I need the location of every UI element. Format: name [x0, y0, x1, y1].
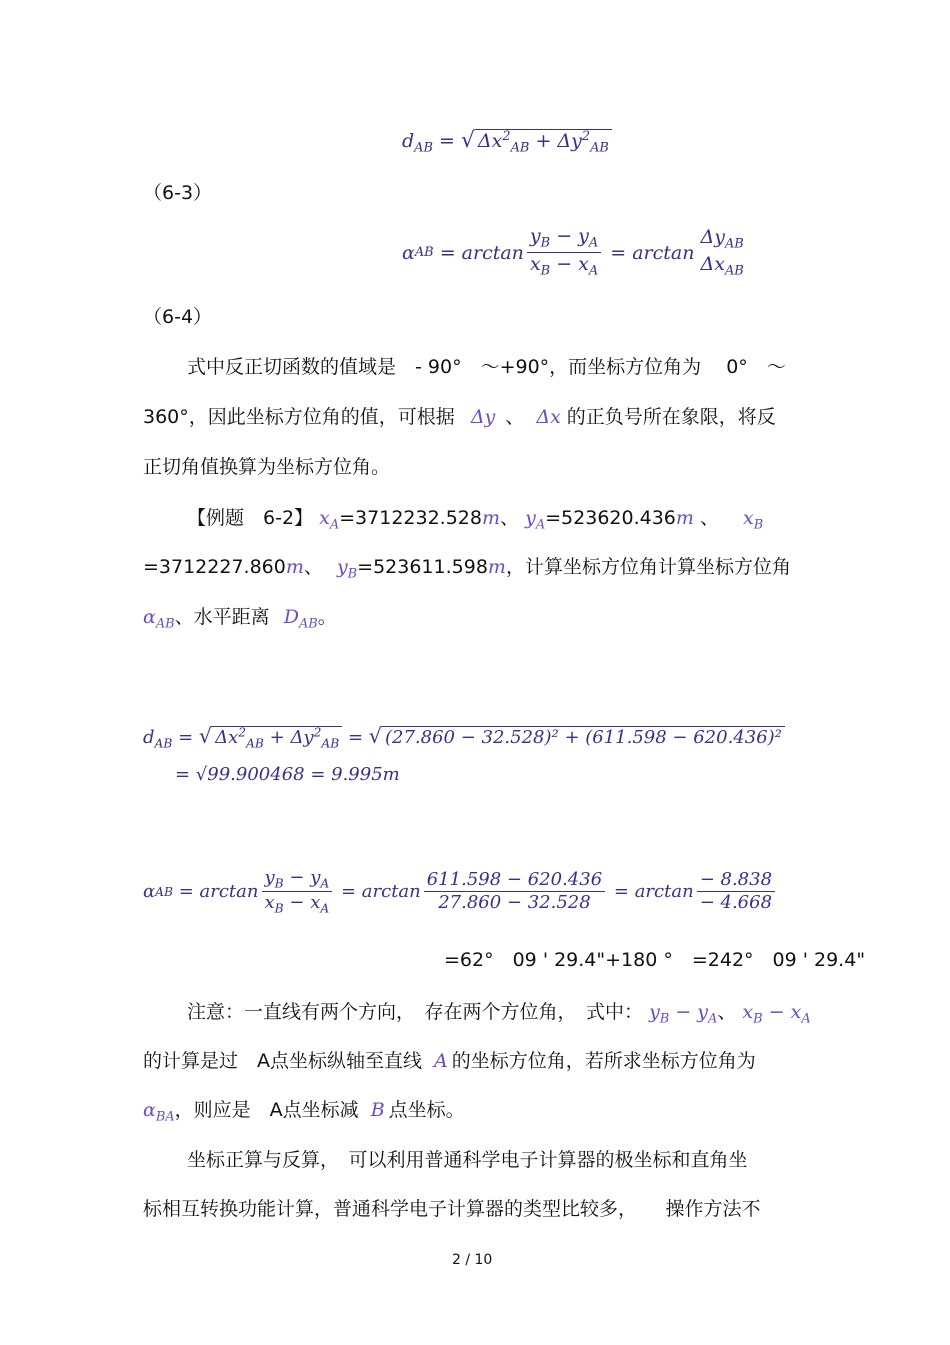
formula-lhs: d [402, 130, 415, 152]
fraction-deltas: $\Delta y_{AB}$ $\Delta x_{AB}$ [700, 225, 744, 279]
note-line3: $\alpha_{BA}$，则应是 A点坐标减 B 点坐标。 [143, 1099, 465, 1125]
para1-line2: 360°，因此坐标方位角的值，可根据 Δy 、 Δx 的正负号所在象限，将反 [143, 406, 776, 428]
equation-label-6-4: （6-4） [143, 306, 213, 328]
calc-d-line2: = √99.900468 = 9.995m [175, 764, 400, 785]
note-line1: 注意：一直线有两个方向， 存在两个方位角， 式中： $y_B - y_A$、 $x_B - x_A$ [187, 1001, 811, 1027]
example-line3: $\alpha_{AB}$、水平距离 $D_{AB}$。 [143, 606, 337, 632]
sqrt-body: $\Delta x^2_{AB} + \Delta y^2_{AB}$ [475, 129, 612, 152]
result-line: =62° 09 ' 29.4"+180 ° =242° 09 ' 29.4" [444, 949, 866, 971]
calc-d-line1: $d_{AB}$ = √ $\Delta x^2_{AB} + \Delta y^2_{AB}$ = √ (27.860 − 32.528)² + (611.598 − 620.436)² [143, 724, 785, 750]
formula-6-4: α AB = arctan $\frac{y_B - y_A}{x_B - x_A}$ = arctan $\Delta y_{AB}$ $\Delta x_{AB}$ [402, 226, 750, 280]
para-last-line1: 坐标正算与反算， 可以利用普通科学电子计算器的极坐标和直角坐 [187, 1149, 748, 1171]
sqrt-sign: √ [461, 128, 475, 153]
formula-6-3: $d_{AB}$ = √ $\Delta x^2_{AB} + \Delta y^2_{AB}$ [402, 128, 612, 156]
para1-line1: 式中反正切函数的值域是 - 90° ～+90°，而坐标方位角为 0° ～ [187, 356, 786, 378]
fraction-coords: $\frac{y_B - y_A}{x_B - x_A}$ [527, 226, 601, 280]
example-line2: =3712227.860m、 $y_B=523611.598m$，计算坐标方位角计算坐标方位角 [143, 556, 791, 582]
note-line2: 的计算是过 A点坐标纵轴至直线 A 的坐标方位角，若所求坐标方位角为 [143, 1050, 756, 1072]
calc-alpha: α AB = arctan $\frac{y_B - y_A}{x_B - x_A}$ = arctan $\frac{611.598 - 620.436}{27.860 - 32.528}$ = arctan $\frac{- 8.838}{- 4.668}$ [143, 868, 778, 916]
para1-line3: 正切角值换算为坐标方位角。 [143, 456, 391, 478]
page-number: 2 / 10 [452, 1252, 493, 1268]
para-last-line2: 标相互转换功能计算，普通科学电子计算器的类型比较多， 操作方法不 [143, 1198, 761, 1220]
equation-label-6-3: （6-3） [143, 182, 213, 204]
example-line1: 【例题 6-2】 $x_A=3712232.528m$、 $y_A=523620.436m$ 、 $x_B$ [187, 507, 764, 533]
